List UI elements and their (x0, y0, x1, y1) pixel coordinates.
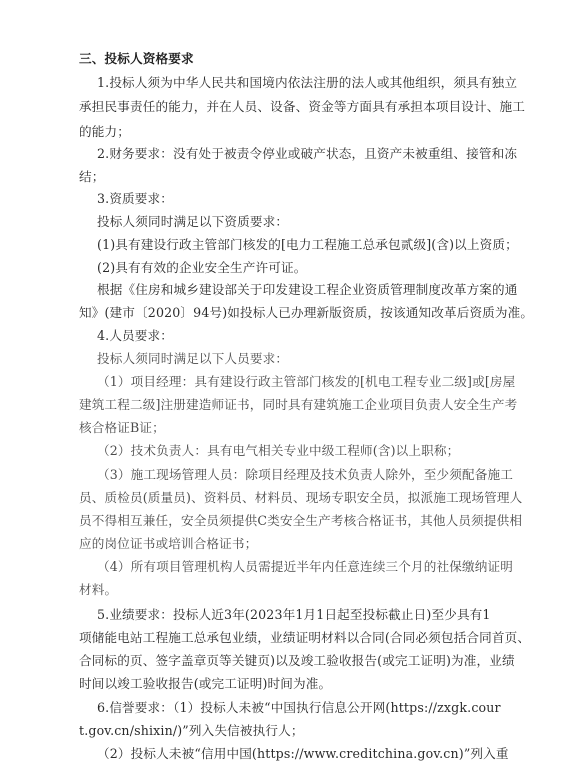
text-line-16: 核合格证B证； (79, 420, 165, 435)
text-line-23: 材料。 (79, 582, 118, 597)
text-line-2: 承担民事责任的能力，并在人员、设备、资金等方面具有承担本项目设计、施工 (79, 99, 526, 114)
text-line-17: （2）技术负责人：具有电气相关专业中级工程师(含)以上职称； (97, 443, 460, 458)
text-line-22: （4）所有项目管理机构人员需提近半年内任意连续三个月的社保缴纳证明 (97, 559, 513, 574)
text-line-10: 根据《住房和城乡建设部关于印发建设工程企业资质管理制度改革方案的通 (97, 282, 518, 297)
text-line-1: 1.投标人须为中华人民共和国境内依法注册的法人或其他组织，须具有独立 (97, 75, 518, 90)
text-line-12: 4.人员要求： (97, 328, 174, 343)
text-line-28: 6.信誉要求：（1）投标人未被“中国执行信息公开网(https://zxgk.cour (97, 700, 501, 715)
text-line-3: 的能力； (79, 124, 130, 139)
text-line-19: 员、质检员(质量员)、资料员、材料员、现场专职安全员，拟派施工现场管理人 (79, 490, 523, 505)
text-line-18: （3）施工现场管理人员：除项目经理及技术负责人除外，至少须配备施工 (97, 467, 513, 482)
text-line-24: 5.业绩要求：投标人近3年(2023年1月1日起至投标截止日)至少具有1 (97, 607, 491, 622)
text-line-4: 2.财务要求：没有处于被责令停业或破产状态，且资产未被重组、接管和冻 (97, 146, 518, 161)
text-line-21: 应的岗位证书或培训合格证书； (79, 536, 258, 551)
text-line-29: t.gov.cn/shixin/)”列入失信被执行人； (79, 723, 304, 738)
text-line-30: （2）投标人未被“信用中国(https://www.creditchina.gov.cn)”列入重 (97, 746, 509, 761)
text-line-5: 结； (79, 169, 105, 184)
text-line-13: 投标人须同时满足以下人员要求： (97, 351, 289, 366)
section-heading: 三、投标人资格要求 (79, 51, 194, 66)
text-line-27: 时间以竣工验收报告(或完工证明)时间为准。 (79, 676, 332, 691)
text-line-15: 建筑工程二级]注册建造师证书，同时具有建筑施工企业项目负责人安全生产考 (79, 397, 518, 412)
text-line-20: 员不得相互兼任，安全员须提供C类安全生产考核合格证书，其他人员须提供相 (79, 513, 523, 528)
text-line-6: 3.资质要求： (97, 191, 174, 206)
text-line-25: 项储能电站工程施工总承包业绩，业绩证明材料以合同(合同必须包括合同首页、 (79, 630, 531, 645)
text-line-8: (1)具有建设行政主管部门核发的[电力工程施工总承包贰级](含)以上资质； (97, 237, 518, 252)
text-line-7: 投标人须同时满足以下资质要求： (97, 214, 289, 229)
text-line-14: （1）项目经理：具有建设行政主管部门核发的[机电工程专业二级]或[房屋 (97, 374, 516, 389)
text-line-11: 知》(建市〔2020〕94号)如投标人已办理新版资质，按该通知改革后资质为准。 (79, 305, 534, 320)
text-line-26: 合同标的页、签字盖章页等关键页)以及竣工验收报告(或完工证明)为准，业绩 (79, 653, 515, 668)
text-line-9: (2)具有有效的企业安全生产许可证。 (97, 260, 307, 275)
